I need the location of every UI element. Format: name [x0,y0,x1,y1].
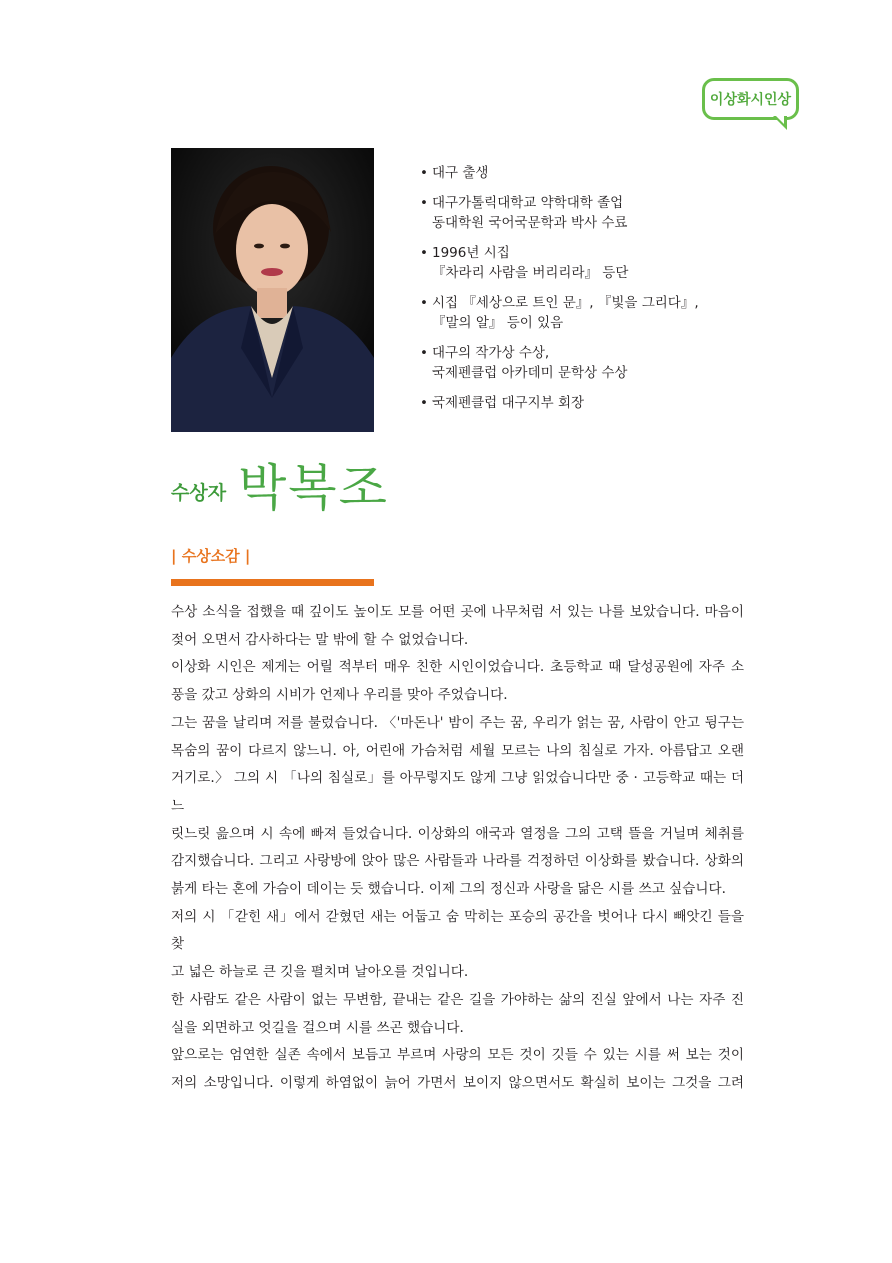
portrait-image [171,148,374,432]
speech-line: 이상화 시인은 제게는 어릴 적부터 매우 친한 시인이었습니다. 초등학교 때 달성공원에 자주 소 [171,659,744,676]
award-tag-label: 이상화시인상 [709,92,792,108]
section-underline [171,579,374,586]
speech-line: 젖어 오면서 감사하다는 말 밖에 할 수 없었습니다. [171,631,469,648]
acceptance-speech [171,599,744,1098]
bio-item [418,163,738,183]
awardee-name: 박복조 [238,459,389,517]
speech-line: 거기로.〉 그의 시 「나의 침실로」를 아무렇지도 않게 그냥 읽었습니다만 중 · 고등학교 때는 더 느 [171,770,744,814]
bio-line: • 대구 출생 [432,165,489,181]
awardee-label: 수상자 [171,482,227,504]
speech-line: 실을 외면하고 엇길을 걸으며 시를 쓰곤 했습니다. [171,1019,464,1036]
bio-item [418,243,738,283]
awardee-photo [171,148,374,432]
bio-item [418,393,738,413]
speech-line: 릿느릿 읊으며 시 속에 빠져 들었습니다. 이상화의 애국과 열정을 그의 고택 뜰을 거닐며 체취를 [171,825,744,842]
speech-line: 풍을 갔고 상화의 시비가 언제나 우리를 맞아 주었습니다. [171,687,508,704]
speech-line: 감지했습니다. 그리고 사랑방에 앉아 많은 사람들과 나라를 걱정하던 이상화를 봤습니다. 상화의 [171,853,744,870]
bio-item [418,193,738,233]
speech-line: 저의 시 「갇힌 새」에서 갇혔던 새는 어둡고 숨 막히는 포승의 공간을 벗어나 다시 빼앗긴 들을 찾 [171,908,744,953]
bio-line: 동대학원 국어국문학과 박사 수료 [432,215,628,231]
bio-item [418,343,738,383]
bio-line: • 1996년 시집 [432,245,510,261]
speech-line: 앞으로는 엄연한 실존 속에서 보듬고 부르며 사랑의 모든 것이 깃들 수 있는 시를 써 보는 것이 [171,1047,744,1064]
speech-line: 그는 꿈을 날리며 저를 불렀습니다. 〈'마돈나' 밤이 주는 꿈, 우리가 얽는 꿈, 사람이 안고 뒹구는 [171,714,744,731]
speech-line: 한 사람도 같은 사람이 없는 무변함, 끝내는 같은 길을 가야하는 삶의 진실 앞에서 나는 자주 진 [171,991,744,1008]
bio-line: • 시집 『세상으로 트인 문』, 『빛을 그리다』, [432,295,699,311]
bio-item [418,293,738,333]
speech-line: 수상 소식을 접했을 때 깊이도 높이도 모를 어떤 곳에 나무처럼 서 있는 나를 보았습니다. 마음이 [171,604,744,620]
speech-line: 고 넓은 하늘로 큰 깃을 펼치며 날아오를 것입니다. [171,964,469,981]
bio-line: 『말의 알』 등이 있음 [432,315,564,331]
bio-line: • 국제펜클럽 대구지부 회장 [432,395,585,411]
speech-line: 저의 소망입니다. 이렇게 하염없이 늙어 가면서 보이지 않으면서도 확실히 보이는 그것을 그려 [171,1074,744,1091]
bio-line: • 대구의 작가상 수상, [432,345,550,361]
section-title: | 수상소감 | [171,547,251,565]
awardee-bio-list [418,163,738,423]
bio-line: 국제펜클럽 아카데미 문학상 수상 [432,365,628,381]
award-tag-tail-inner [775,115,784,124]
award-tag [702,78,799,120]
speech-line: 붉게 타는 혼에 가슴이 데이는 듯 했습니다. 이제 그의 정신과 사랑을 닮은 시를 쓰고 싶습니다. [171,881,727,898]
bio-line: 『차라리 사람을 버리리라』 등단 [432,265,629,281]
speech-line: 목숨의 꿈이 다르지 않느니. 아, 어린애 가슴처럼 세월 모르는 나의 침실로 가자. 아름답고 오랜 [171,742,744,759]
bio-line: • 대구가톨릭대학교 약학대학 졸업 [432,195,624,211]
